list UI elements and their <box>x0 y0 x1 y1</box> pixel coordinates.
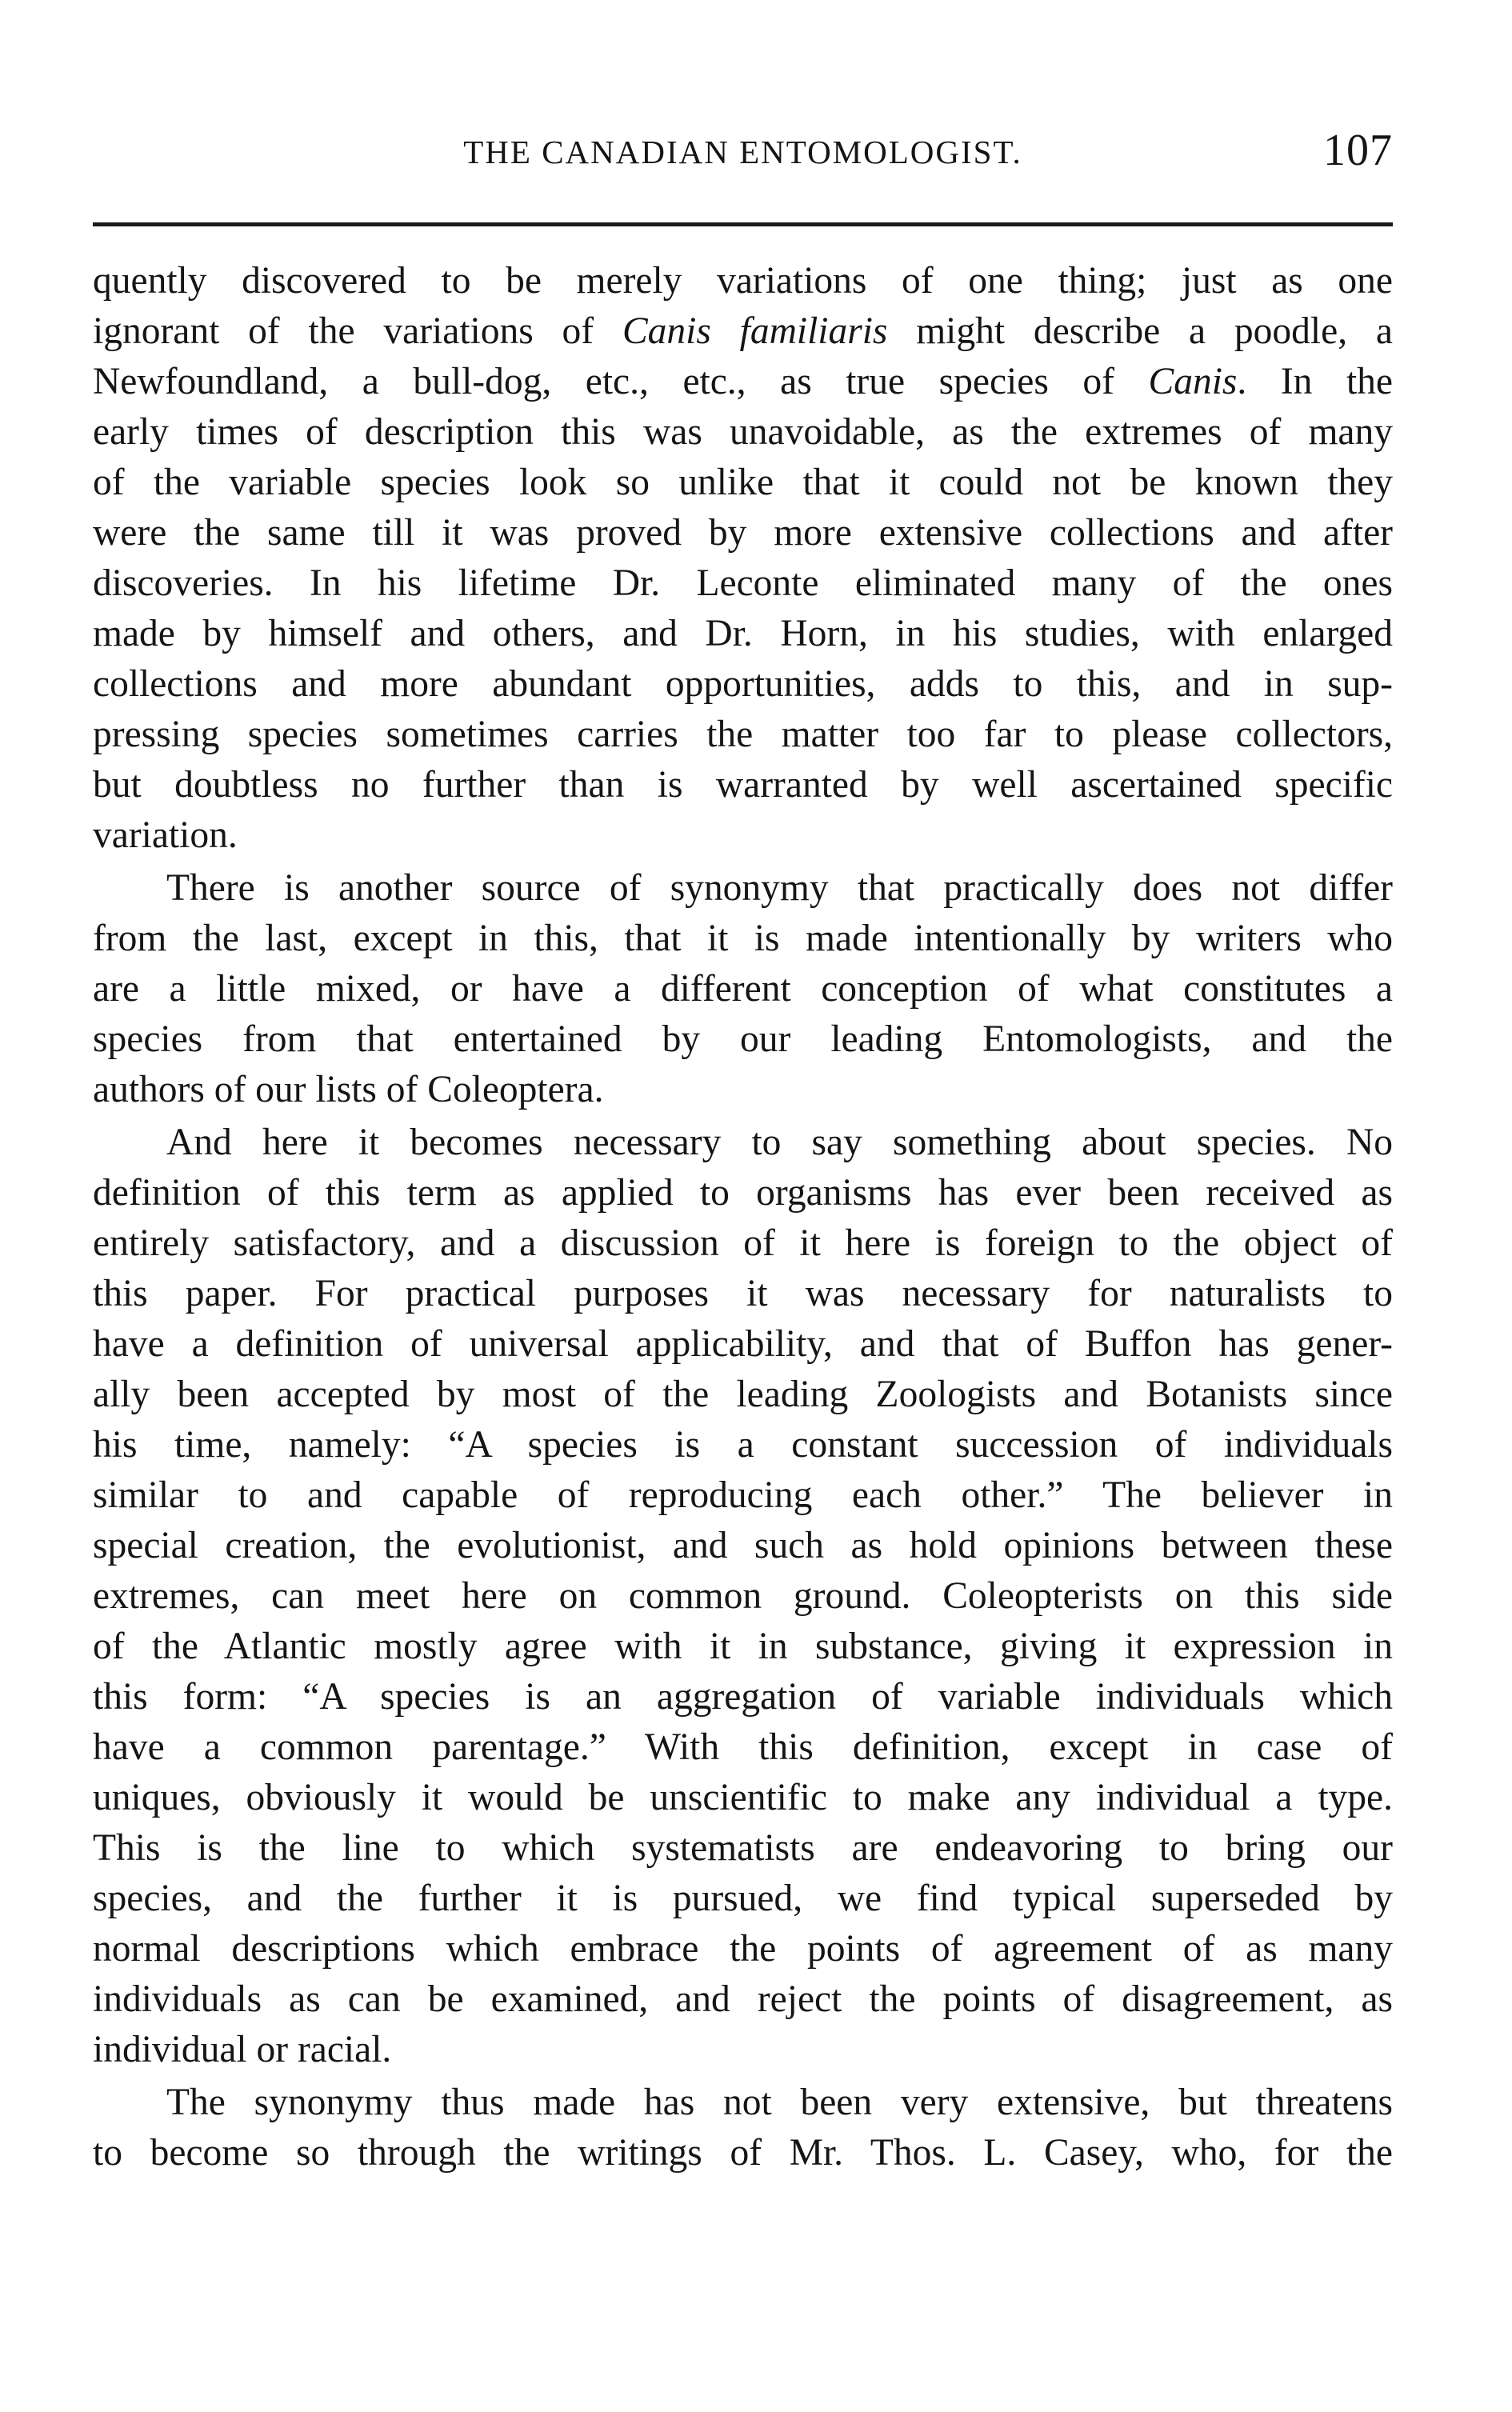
text-line: entirely satisfactory, and a discussion of it here is foreign to the object of <box>93 1222 1393 1264</box>
paragraph-first-line: There is another source of synonymy that practically does not differ <box>166 867 1393 909</box>
text-line: authors of our lists of Coleoptera. <box>93 1069 604 1110</box>
italic-term: Canis <box>622 310 711 352</box>
text-line: similar to and capable of reproducing each other.” The believer in <box>93 1474 1393 1516</box>
text-line: his time, namely: “A species is a constant succession of individuals <box>93 1424 1393 1466</box>
text-line: uniques, obviously it would be unscientific to make any individual a type. <box>93 1777 1393 1818</box>
text-line: individual or racial. <box>93 2029 392 2070</box>
text-line: ally been accepted by most of the leading Zoologists and Botanists since <box>93 1374 1393 1415</box>
text-line: made by himself and others, and Dr. Horn, in his studies, with enlarged <box>93 613 1393 654</box>
text-line: this paper. For practical purposes it was necessary for naturalists to <box>93 1273 1393 1314</box>
text-line: species from that entertained by our leading Entomologists, and the <box>93 1018 1393 1060</box>
page-number: 107 <box>1323 126 1393 175</box>
text-line: extremes, can meet here on common ground. Coleopterists on this side <box>93 1575 1393 1617</box>
text-line: species, and the further it is pursued, we find typical superseded by <box>93 1878 1393 1919</box>
text-line: individuals as can be examined, and reject the points of disagreement, as <box>93 1978 1393 2020</box>
text-line: definition of this term as applied to organisms has ever been received as <box>93 1172 1393 1214</box>
text-line: discoveries. In his lifetime Dr. Leconte eliminated many of the ones <box>93 562 1393 604</box>
text-line: quently discovered to be merely variations of one thing; just as one <box>93 260 1393 302</box>
article-body <box>93 256 1393 2178</box>
text-line: but doubtless no further than is warranted by well ascertained specific <box>93 764 1393 806</box>
italic-term: Canis familiaris <box>622 310 888 352</box>
text-line: to become so through the writings of Mr. Thos. L. Casey, who, for the <box>93 2132 1393 2174</box>
header-rule <box>93 222 1393 226</box>
text-line: Newfoundland, a bull-dog, etc., etc., as true species of Canis. In the <box>93 361 1393 402</box>
journal-title: THE CANADIAN ENTOMOLOGIST. <box>463 134 1022 170</box>
text-line: of the variable species look so unlike that it could not be known they <box>93 462 1393 503</box>
text-line: are a little mixed, or have a different conception of what constitutes a <box>93 968 1393 1010</box>
text-line: special creation, the evolutionist, and such as hold opinions between these <box>93 1525 1393 1566</box>
text-line: early times of description this was unavoidable, as the extremes of many <box>93 411 1393 453</box>
text-line: from the last, except in this, that it is made intentionally by writers who <box>93 918 1393 959</box>
text-line: ignorant of the variations of Canis familiaris might describe a poodle, a <box>93 310 1393 352</box>
running-head <box>93 126 1393 189</box>
text-line: collections and more abundant opportunities, adds to this, and in sup- <box>93 663 1393 705</box>
text-line: normal descriptions which embrace the points of agreement of as many <box>93 1928 1393 1970</box>
text-line: pressing species sometimes carries the matter too far to please collectors, <box>93 714 1393 755</box>
text-line: This is the line to which systematists are endeavoring to bring our <box>93 1827 1393 1869</box>
paragraph-first-line: And here it becomes necessary to say something about species. No <box>166 1122 1393 1163</box>
text-line: variation. <box>93 814 238 856</box>
italic-term: Canis <box>1148 361 1238 402</box>
text-line: were the same till it was proved by more extensive collections and after <box>93 512 1393 554</box>
text-line: have a common parentage.” With this definition, except in case of <box>93 1726 1393 1768</box>
text-line: of the Atlantic mostly agree with it in substance, giving it expression in <box>93 1626 1393 1667</box>
text-line: have a definition of universal applicability, and that of Buffon has gener- <box>93 1323 1393 1365</box>
text-line: this form: “A species is an aggregation of variable individuals which <box>93 1676 1393 1718</box>
paragraph-first-line: The synonymy thus made has not been very extensive, but threatens <box>166 2082 1393 2123</box>
